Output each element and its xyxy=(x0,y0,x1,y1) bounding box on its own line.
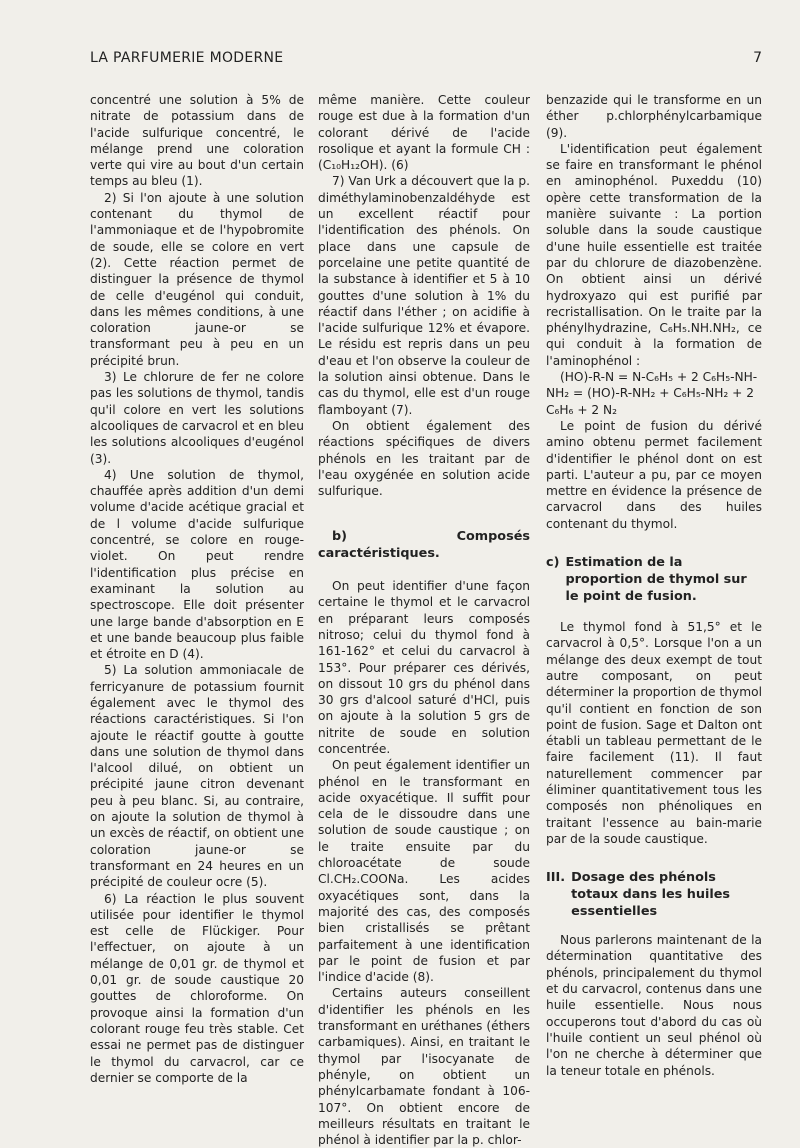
paragraph: Nous parlerons maintenant de la détermination quantitative des phénols, principalement du thymol et du carvacrol, contenus dans une huile essentielle. Nous nous occuperons tout d'abord du cas où l'huile contient un seul phénol où l'on ne cherche à déterminer que la teneur totale en phénols. xyxy=(546,933,762,1078)
section-label: III. xyxy=(546,870,566,886)
section-heading-iii xyxy=(546,869,762,920)
section-label: c) xyxy=(546,555,560,571)
paragraph: Le point de fusion du dérivé amino obtenu permet facilement d'identifier le phénol dont on est parti. L'auteur a pu, par ce moyen mettre en évidence la présence de carvacrol dans des huiles contenant du thymol. xyxy=(546,418,762,531)
journal-title: LA PARFUMERIE MODERNE xyxy=(90,50,284,66)
paragraph: Le thymol fond à 51,5° et le carvacrol à 0,5°. Lorsque l'on a un mélange des deux exempt de tout autre composant, on peut déterminer la proportion de thymol qu'il contient en fonction de son point de fusion. Sage et Dalton ont établi un tableau permettant de le faire facilement (11). Il faut naturellement commencer par éliminer quantitativement tous les composés non phénoliques en traitant l'essence au bain-marie par de la soude caustique. xyxy=(546,620,762,846)
paragraph: concentré une solution à 5% de nitrate de potassium dans de l'acide sulfurique concentré, le mélange prend une coloration verte qui vire au bout d'un certain temps au bleu (1). xyxy=(90,93,304,189)
section-title: Estimation de la proportion de thymol sur le point de fusion. xyxy=(565,555,747,605)
paragraph: L'identification peut également se faire en transformant le phénol en aminophénol. Puxeddu (10) opère cette transformation de la manière suivante : La portion soluble dans la soude caustique d'une huile essentielle est traitée par du chlorure de diazobenzène. On obtient ainsi un dérivé hydroxyazo qui est purifié par recristallisation. On le traite par la phénylhydrazine, C₆H₅.NH.NH₂, ce qui conduit à la formation de l'aminophénol : xyxy=(546,141,762,368)
paragraph: 6) La réaction le plus souvent utilisée pour identifier le thymol est celle de Flückiger. Pour l'effectuer, on ajoute à un mélange de 0,01 gr. de thymol et 0,01 gr. de soude caustique 20 gouttes de chloroforme. On provoque ainsi la formation d'un colorant rouge feu très stable. Cet essai ne permet pas de distinguer le thymol du carvacrol, car ce dernier se comporte de la xyxy=(90,891,304,1085)
column-1 xyxy=(90,92,304,1086)
paragraph: On obtient également des réactions spécifiques de divers phénols en les traitant par de l'eau oxygénée en solution acide sulfurique. xyxy=(318,418,530,499)
paragraph: 2) Si l'on ajoute à une solution contenant du thymol de l'ammoniaque et de l'hypobromite de soude, elle se colore en vert (2). Cette réaction permet de distinguer la présence de thymol de celle d'eugénol qui conduit, dans les mêmes conditions, à une coloration jaune-or se transformant peu à peu en un précipité brun. xyxy=(90,190,304,368)
paragraph: benzazide qui le transforme en un éther p.chlorphénylcarbamique (9). xyxy=(546,93,762,140)
paragraph: 4) Une solution de thymol, chauffée après addition d'un demi volume d'acide acétique gracial et de l volume d'acide sulfurique concentré, se colore en rouge-violet. On peut rendre l'identification plus précise en examinant la solution au spectroscope. Elle doit présenter une large bande d'absorption en E et une bande beaucoup plus faible et étroite en D (4). xyxy=(90,467,304,662)
column-2 xyxy=(318,92,530,1148)
section-heading-b: b) Composés caractéristiques. xyxy=(318,529,530,561)
paragraph: On peut également identifier un phénol en le transformant en acide oxyacétique. Il suffit pour cela de le dissoudre dans une solution de soude caustique ; on le traite ensuite par du chloroacétate de soude Cl.CH₂.COONa. Les acides oxyacétiques sont, dans la majorité des cas, des composés bien cristallisés se prêtant parfaitement à une identification par le point de fusion et par l'indice d'acide (8). xyxy=(318,758,530,985)
page-header xyxy=(90,50,770,72)
section-heading-c xyxy=(546,554,762,605)
paragraph: Certains auteurs conseillent d'identifier les phénols en les transformant en uréthanes (éthers carbamiques). Ainsi, en traitant le thymol par l'isocyanate de phényle, on obtient un phénylcarbamate fondant à 106-107°. On obtient encore de meilleurs résultats en traitant le phénol à identifier par la p. chlor- xyxy=(318,986,530,1148)
page-number: 7 xyxy=(753,50,762,66)
paragraph: même manière. Cette couleur rouge est due à la formation d'un colorant dérivé de l'acide rosolique et ayant la formule CH : (C₁₀H₁₂OH). (6) xyxy=(318,93,530,173)
paragraph: 7) Van Urk a découvert que la p. diméthylaminobenzaldéhyde est un excellent réactif pour l'identification des phénols. On place dans une capsule de porcelaine une petite quantité de la substance à identifier et 5 à 10 gouttes d'une solution à 1% du réactif dans l'éther ; on acidifie à l'acide sulfurique 12% et évapore. Le résidu est repris dans un peu d'eau et l'on observe la couleur de la solution ainsi obtenue. Dans le cas du thymol, elle est d'un rouge flamboyant (7). xyxy=(318,174,530,417)
paragraph: 5) La solution ammoniacale de ferricyanure de potassium fournit également avec le thymol des réactions caractéristiques. Si l'on ajoute le réactif goutte à goutte dans une solution de thymol dans l'alcool dilué, on obtient un précipité jaune citron devenant peu à peu blanc. Si, au contraire, on ajoute la solution de thymol à un excès de réactif, on obtient une coloration jaune-or se transformant en 24 heures en un précipité de couleur ocre (5). xyxy=(90,663,304,890)
chemical-equation: (HO)-R-N = N-C₆H₅ + 2 C₆H₅-NH-NH₂ = (HO)-R-NH₂ + C₆H₅-NH₂ + 2 C₆H₆ + 2 N₂ xyxy=(546,370,758,417)
paragraph: 3) Le chlorure de fer ne colore pas les solutions de thymol, tandis qu'il colore en vert les solutions alcooliques de carvacrol et en bleu les solutions alcooliques d'eugénol (3). xyxy=(90,370,304,466)
paragraph: On peut identifier d'une façon certaine le thymol et le carvacrol en préparant leurs composés nitroso; celui du thymol fond à 161-162° et celui du carvacrol à 153°. Pour préparer ces dérivés, on dissout 10 grs du phénol dans 30 grs d'alcool saturé d'HCl, puis on ajoute à la solution 5 grs de nitrite de soude en solution concentrée. xyxy=(318,579,530,756)
column-3 xyxy=(546,92,762,1079)
section-title: Dosage des phénols totaux dans les huiles essentielles xyxy=(571,870,731,920)
